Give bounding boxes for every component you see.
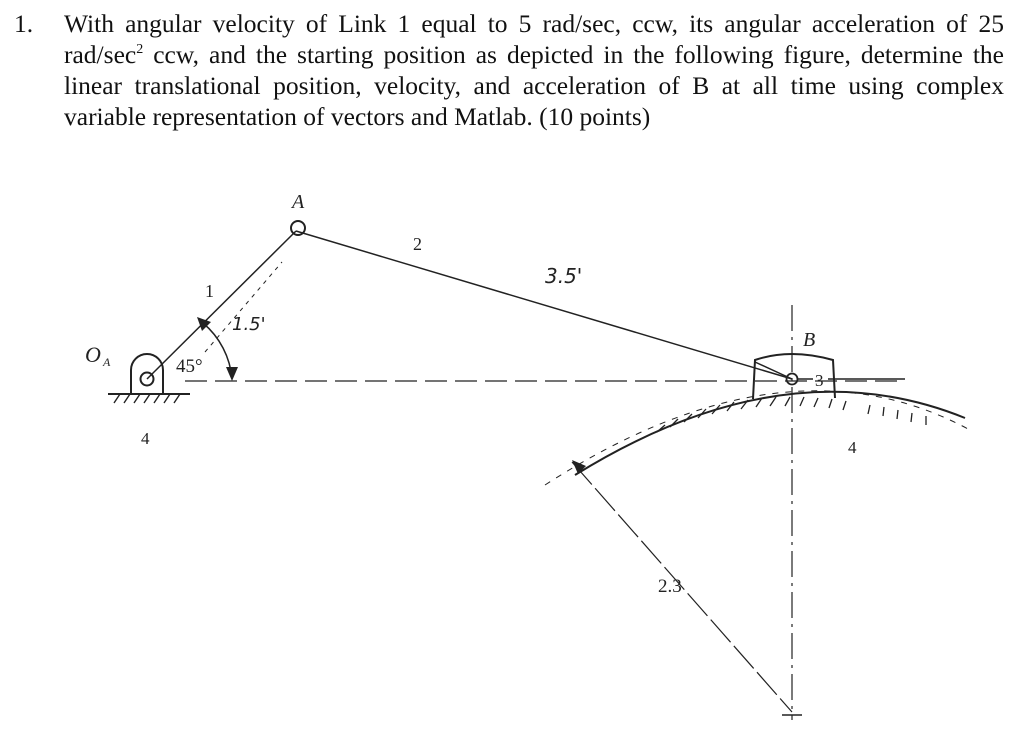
label-link-1: 1 bbox=[205, 281, 214, 301]
label-angle: 45° bbox=[176, 356, 203, 377]
label-link-2-length: 3.5' bbox=[545, 264, 583, 288]
radius-dimension-line bbox=[572, 462, 792, 712]
radius-arrow-head bbox=[572, 460, 586, 474]
problem-number: 1. bbox=[14, 9, 34, 38]
ground-hatch-left bbox=[114, 394, 180, 403]
angle-arrow-head-lower bbox=[226, 367, 238, 381]
label-joint-a: A bbox=[292, 191, 305, 213]
label-ground-left: 4 bbox=[141, 429, 150, 448]
link-2 bbox=[296, 231, 792, 379]
label-link-2: 2 bbox=[413, 234, 422, 254]
link-1 bbox=[147, 231, 296, 379]
curved-ground-surface bbox=[575, 392, 965, 475]
label-radius: 2.3 bbox=[658, 576, 682, 597]
problem-text-part1: With angular velocity of Link 1 equal to 5 rad/sec, ccw, its angular acceleration of 25 rad/sec bbox=[64, 9, 1004, 69]
label-ground-right: 4 bbox=[848, 438, 857, 457]
label-link-1-length: 1.5' bbox=[232, 314, 266, 335]
label-slider-b: B bbox=[803, 329, 816, 351]
label-ground-pivot-subscript: A bbox=[103, 355, 111, 369]
problem-text-part2: ccw, and the starting position as depicted in the following figure, determine the linear translational position, velocity, and acceleration of B at all time using complex variable representation of vectors and Matlab. (10 points) bbox=[64, 40, 1004, 131]
problem-text-superscript: 2 bbox=[136, 42, 144, 57]
label-ground-pivot: O bbox=[85, 342, 101, 367]
label-slider-link: 3 bbox=[815, 371, 824, 390]
joint-a bbox=[291, 221, 305, 235]
